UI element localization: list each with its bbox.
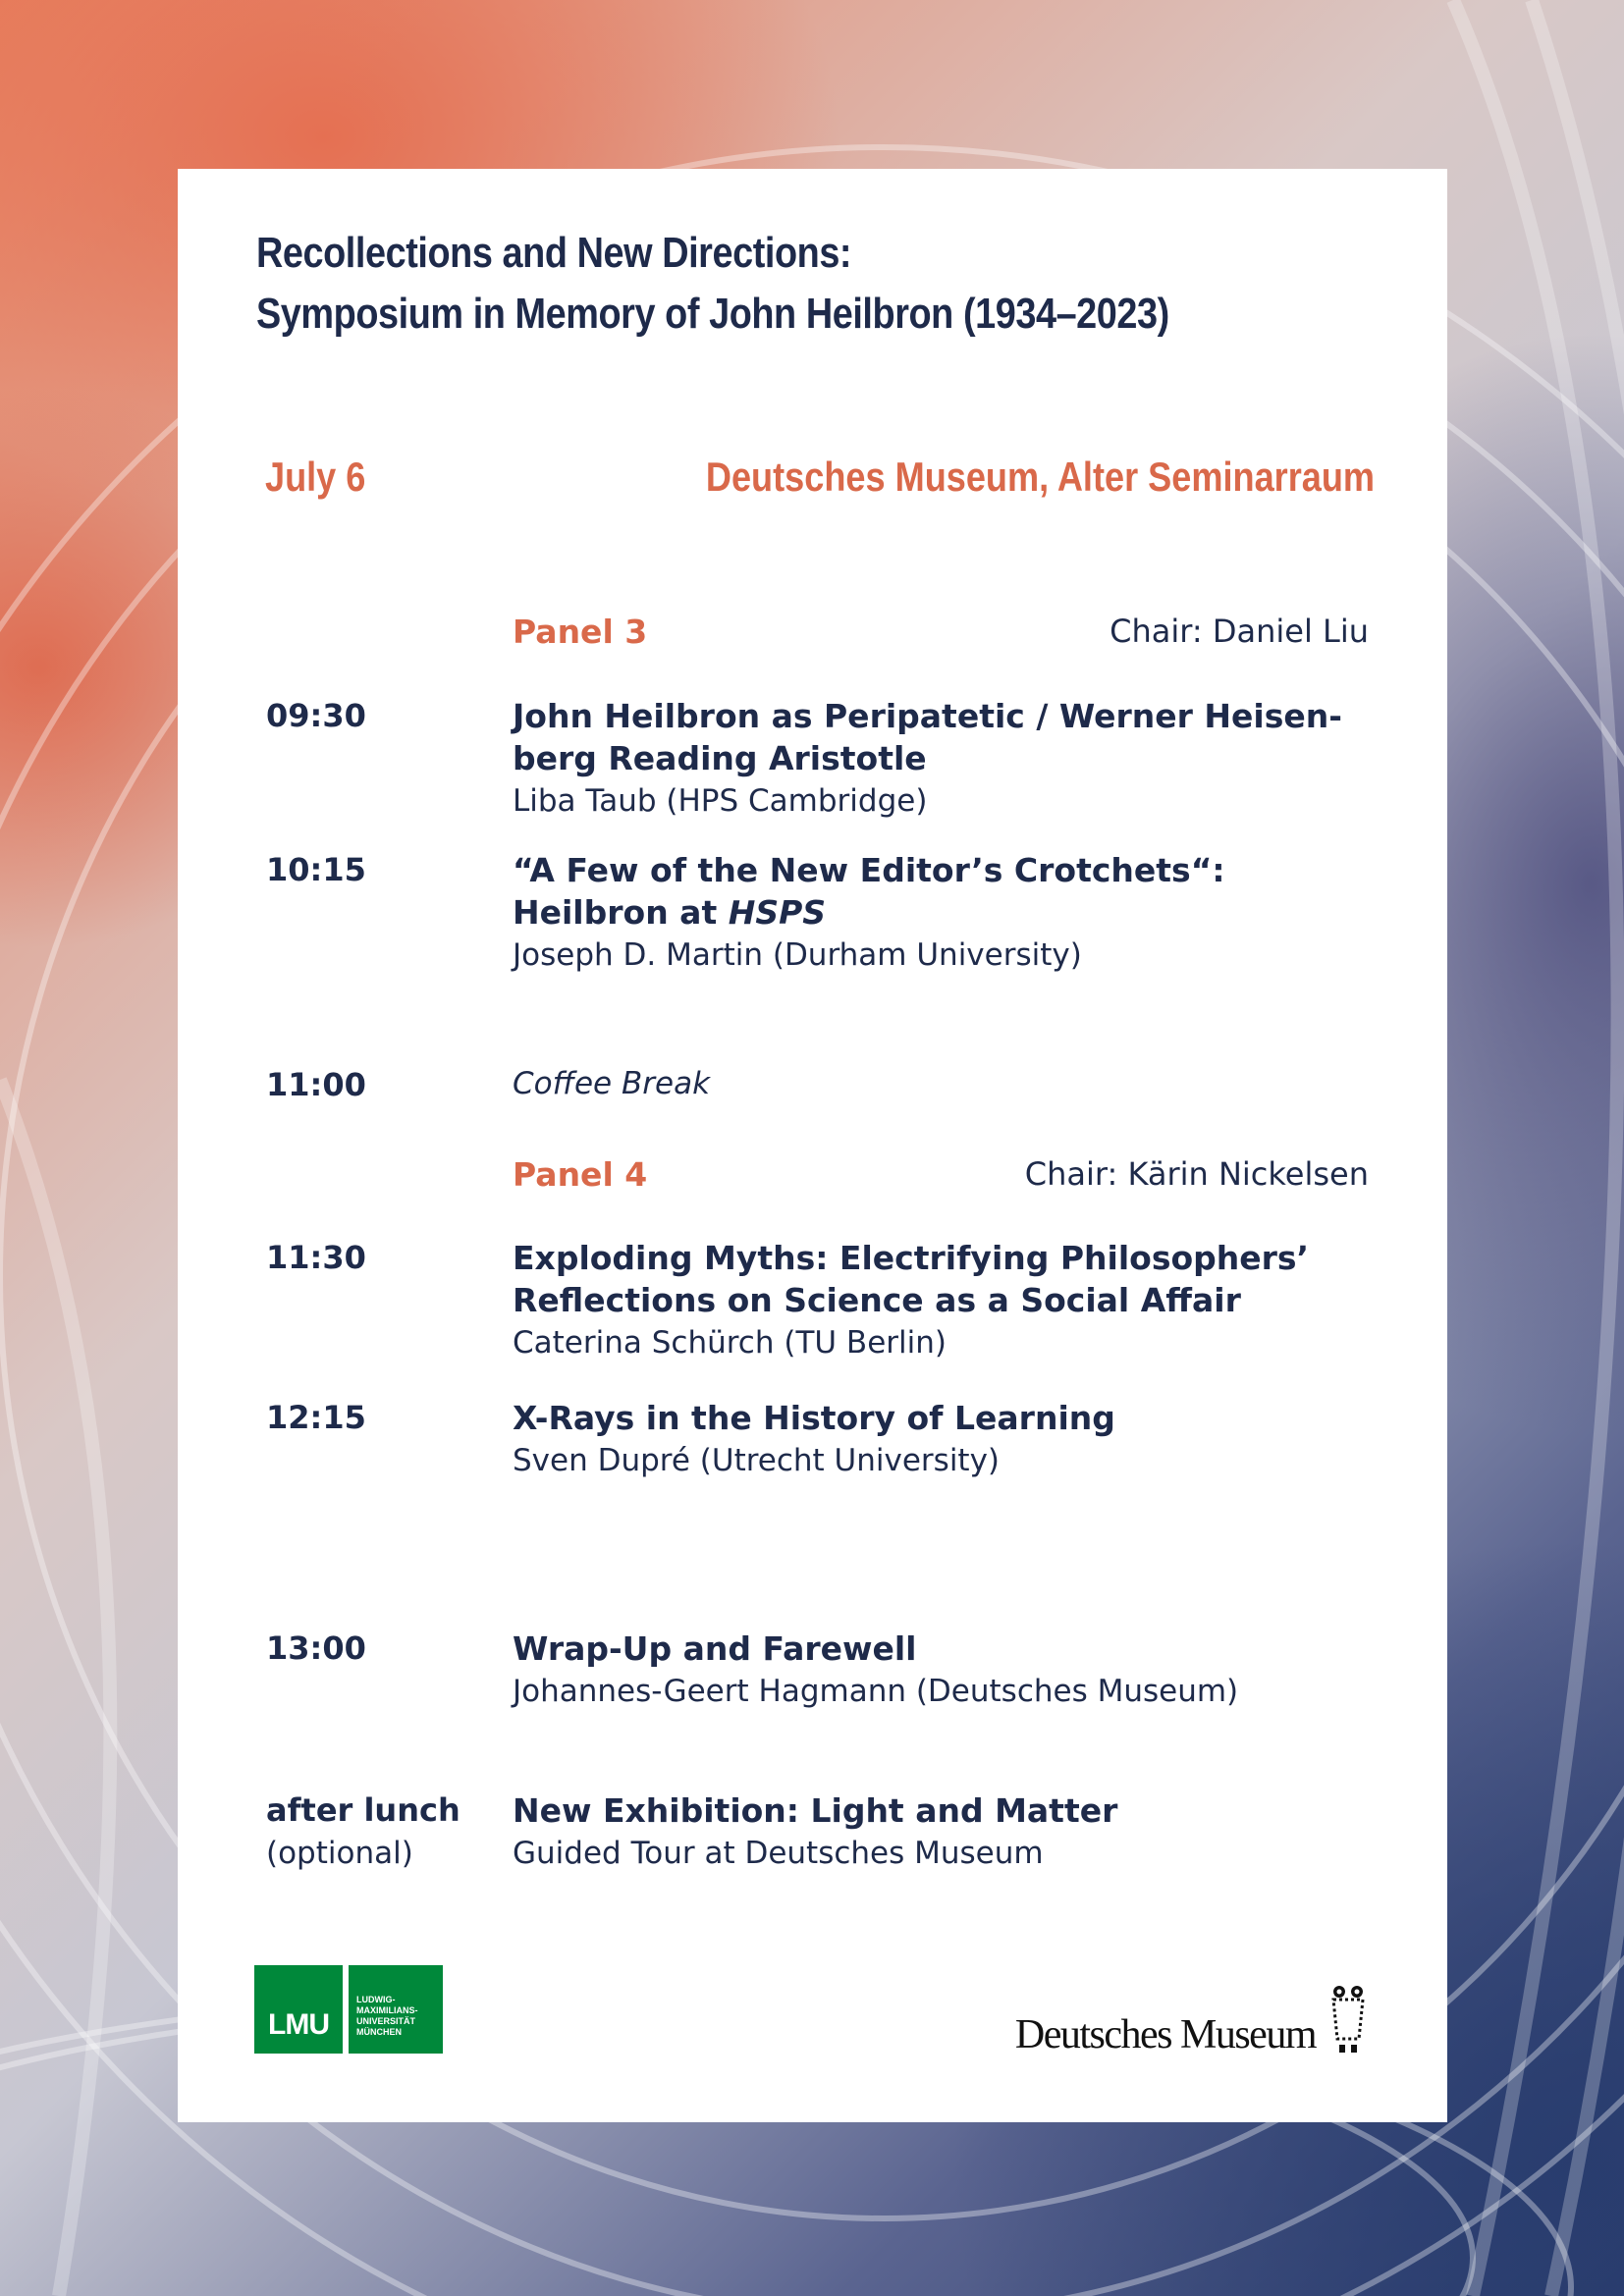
lmu-logo-wordmark xyxy=(347,1965,443,2054)
speaker: Caterina Schürch (TU Berlin) xyxy=(513,1325,947,1361)
talk-title-line: Reflections on Science as a Social Affair xyxy=(513,1281,1241,1319)
session-time: 10:15 xyxy=(266,851,366,888)
talk-title-line xyxy=(513,891,1225,934)
coffee-break: Coffee Break xyxy=(513,1066,711,1101)
session-time: 12:15 xyxy=(266,1399,366,1436)
panel-4-label: Panel 4 xyxy=(513,1155,648,1194)
session-time: 11:30 xyxy=(266,1239,366,1276)
speaker: Sven Dupré (Utrecht University) xyxy=(513,1443,1001,1478)
talk-title xyxy=(513,1237,1309,1321)
speaker: Johannes-Geert Hagmann (Deutsches Museum) xyxy=(513,1674,1239,1709)
program-card xyxy=(178,169,1447,2122)
talk-title-text: Heilbron at xyxy=(513,893,729,932)
panel-4-chair: Chair: Kärin Nickelsen xyxy=(1024,1155,1369,1193)
lmu-logo-line: MAXIMILIANS- xyxy=(356,2005,418,2015)
title-line-2: Symposium in Memory of John Heilbron (1934–2023) xyxy=(256,290,1169,338)
talk-title xyxy=(513,695,1342,779)
talk-title-line: berg Reading Aristotle xyxy=(513,739,927,777)
event-venue: Deutsches Museum, Alter Seminarraum xyxy=(705,454,1375,500)
journal-name: HSPS xyxy=(728,893,827,932)
session-time: 09:30 xyxy=(266,697,366,734)
lmu-logo xyxy=(254,1965,443,2054)
talk-title-line: Exploding Myths: Electrifying Philosophers’ xyxy=(513,1239,1310,1277)
talk-title: New Exhibition: Light and Matter xyxy=(513,1791,1118,1830)
symposium-title xyxy=(256,223,1227,345)
speaker: Joseph D. Martin (Durham University) xyxy=(513,937,1082,973)
speaker: Liba Taub (HPS Cambridge) xyxy=(513,783,928,819)
session-time: 11:00 xyxy=(266,1066,366,1103)
panel-3-label: Panel 3 xyxy=(513,613,648,651)
lmu-logo-line: UNIVERSITÄT xyxy=(356,2016,416,2026)
date-venue-row xyxy=(265,454,1542,512)
title-line-1: Recollections and New Directions: xyxy=(256,229,852,277)
session-time: 13:00 xyxy=(266,1629,366,1667)
speaker: Guided Tour at Deutsches Museum xyxy=(513,1836,1044,1871)
lmu-logo-line: MÜNCHEN xyxy=(356,2027,402,2037)
session-time: after lunch xyxy=(266,1791,460,1829)
lmu-logo-mark: LMU xyxy=(254,1965,343,2054)
talk-title xyxy=(513,849,1225,934)
panel-3-chair: Chair: Daniel Liu xyxy=(1110,613,1369,650)
deutsches-museum-wordmark: Deutsches Museum xyxy=(1014,2012,1316,2057)
talk-title-line: John Heilbron as Peripatetic / Werner Heisen- xyxy=(513,697,1342,735)
talk-title: X-Rays in the History of Learning xyxy=(513,1399,1115,1437)
talk-title: Wrap-Up and Farewell xyxy=(513,1629,917,1668)
deutsches-museum-logo xyxy=(1015,1980,1369,2058)
owl-icon xyxy=(1329,1980,1369,2058)
session-time-note: (optional) xyxy=(266,1836,413,1871)
event-date: July 6 xyxy=(265,454,366,500)
lmu-logo-line: LUDWIG- xyxy=(356,1995,396,2004)
talk-title-line: “A Few of the New Editor’s Crotchets“: xyxy=(513,851,1225,889)
